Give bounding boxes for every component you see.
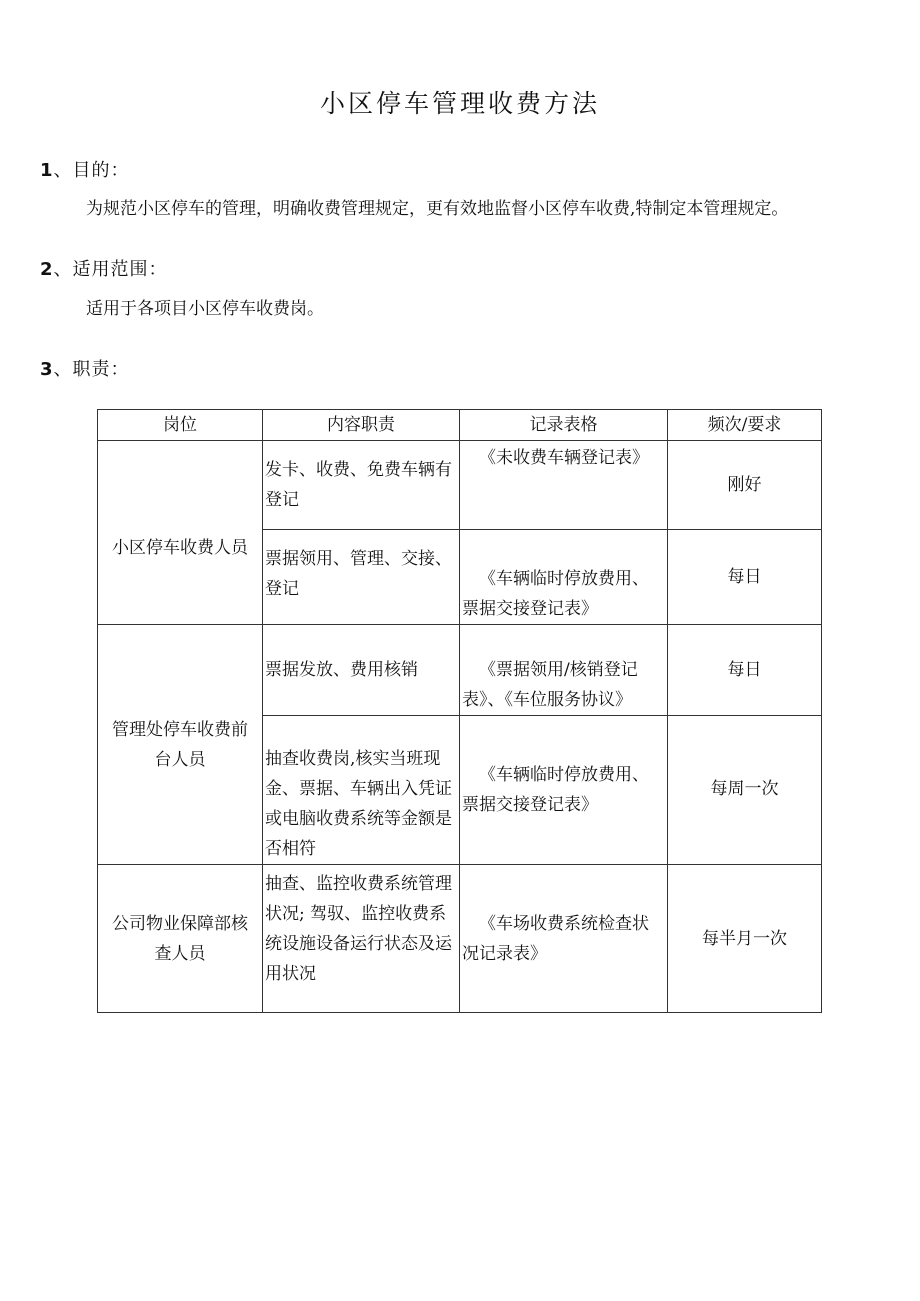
page-title: 小区停车管理收费方法: [319, 89, 600, 118]
section-1-heading: [40, 156, 130, 182]
record-cell: [460, 530, 668, 625]
section-heading-text: 、适用范围：: [53, 259, 168, 280]
table-header-row: [98, 410, 822, 441]
content-cell: 发卡、收费、免费车辆有登记: [263, 441, 460, 530]
post-cell: 公司物业保障部核查人员: [98, 865, 263, 1013]
frequency-cell: 每日: [668, 530, 822, 625]
frequency-cell: 每日: [668, 625, 822, 716]
content-cell: 抽查、监控收费系统管理状况; 驾驭、监控收费系统设施设备运行状态及运用状况: [263, 865, 460, 1013]
section-heading-text: 、目的：: [53, 160, 130, 181]
section-2-heading: [40, 255, 168, 281]
post-cell: 小区停车收费人员: [98, 441, 263, 625]
content-cell: 抽查收费岗,核实当班现金、票据、车辆出入凭证或电脑收费系统等金额是否相符: [263, 716, 460, 865]
frequency-cell: 刚好: [668, 441, 822, 530]
record-cell: [460, 865, 668, 1013]
record-text: 《未收费车辆登记表》: [479, 448, 649, 468]
record-cell: [460, 625, 668, 716]
table-row: [98, 441, 822, 530]
header-record: 记录表格: [460, 410, 668, 441]
frequency-cell: 每半月一次: [668, 865, 822, 1013]
record-text: 《车场收费系统检查状况记录表》: [462, 913, 649, 964]
duty-table: [97, 409, 822, 1013]
table-row: [98, 625, 822, 716]
table-row: [98, 865, 822, 1013]
content-cell: 票据发放、费用核销: [263, 625, 460, 716]
header-frequency: 频次/要求: [668, 410, 822, 441]
section-number: 1: [40, 160, 54, 181]
frequency-cell: 每周一次: [668, 716, 822, 865]
section-number: 3: [40, 359, 54, 380]
section-2-body: 适用于各项目小区停车收费岗。: [86, 299, 324, 319]
record-text: 《车辆临时停放费用、票据交接登记表》: [462, 765, 649, 815]
section-heading-text: 、职责：: [53, 359, 130, 380]
header-content: 内容职责: [263, 410, 460, 441]
record-text: 《票据领用/核销登记表》、《车位服务协议》: [462, 660, 638, 710]
record-cell: [460, 716, 668, 865]
record-cell: [460, 441, 668, 530]
post-cell: 管理处停车收费前台人员: [98, 625, 263, 865]
section-3-heading: [40, 355, 130, 381]
section-number: 2: [40, 259, 54, 280]
record-text: 《车辆临时停放费用、票据交接登记表》: [462, 569, 649, 619]
header-post: 岗位: [98, 410, 263, 441]
section-1-body: 为规范小区停车的管理，明确收费管理规定，更有效地监督小区停车收费,特制定本管理规定。: [86, 199, 789, 219]
content-cell: 票据领用、管理、交接、登记: [263, 530, 460, 625]
